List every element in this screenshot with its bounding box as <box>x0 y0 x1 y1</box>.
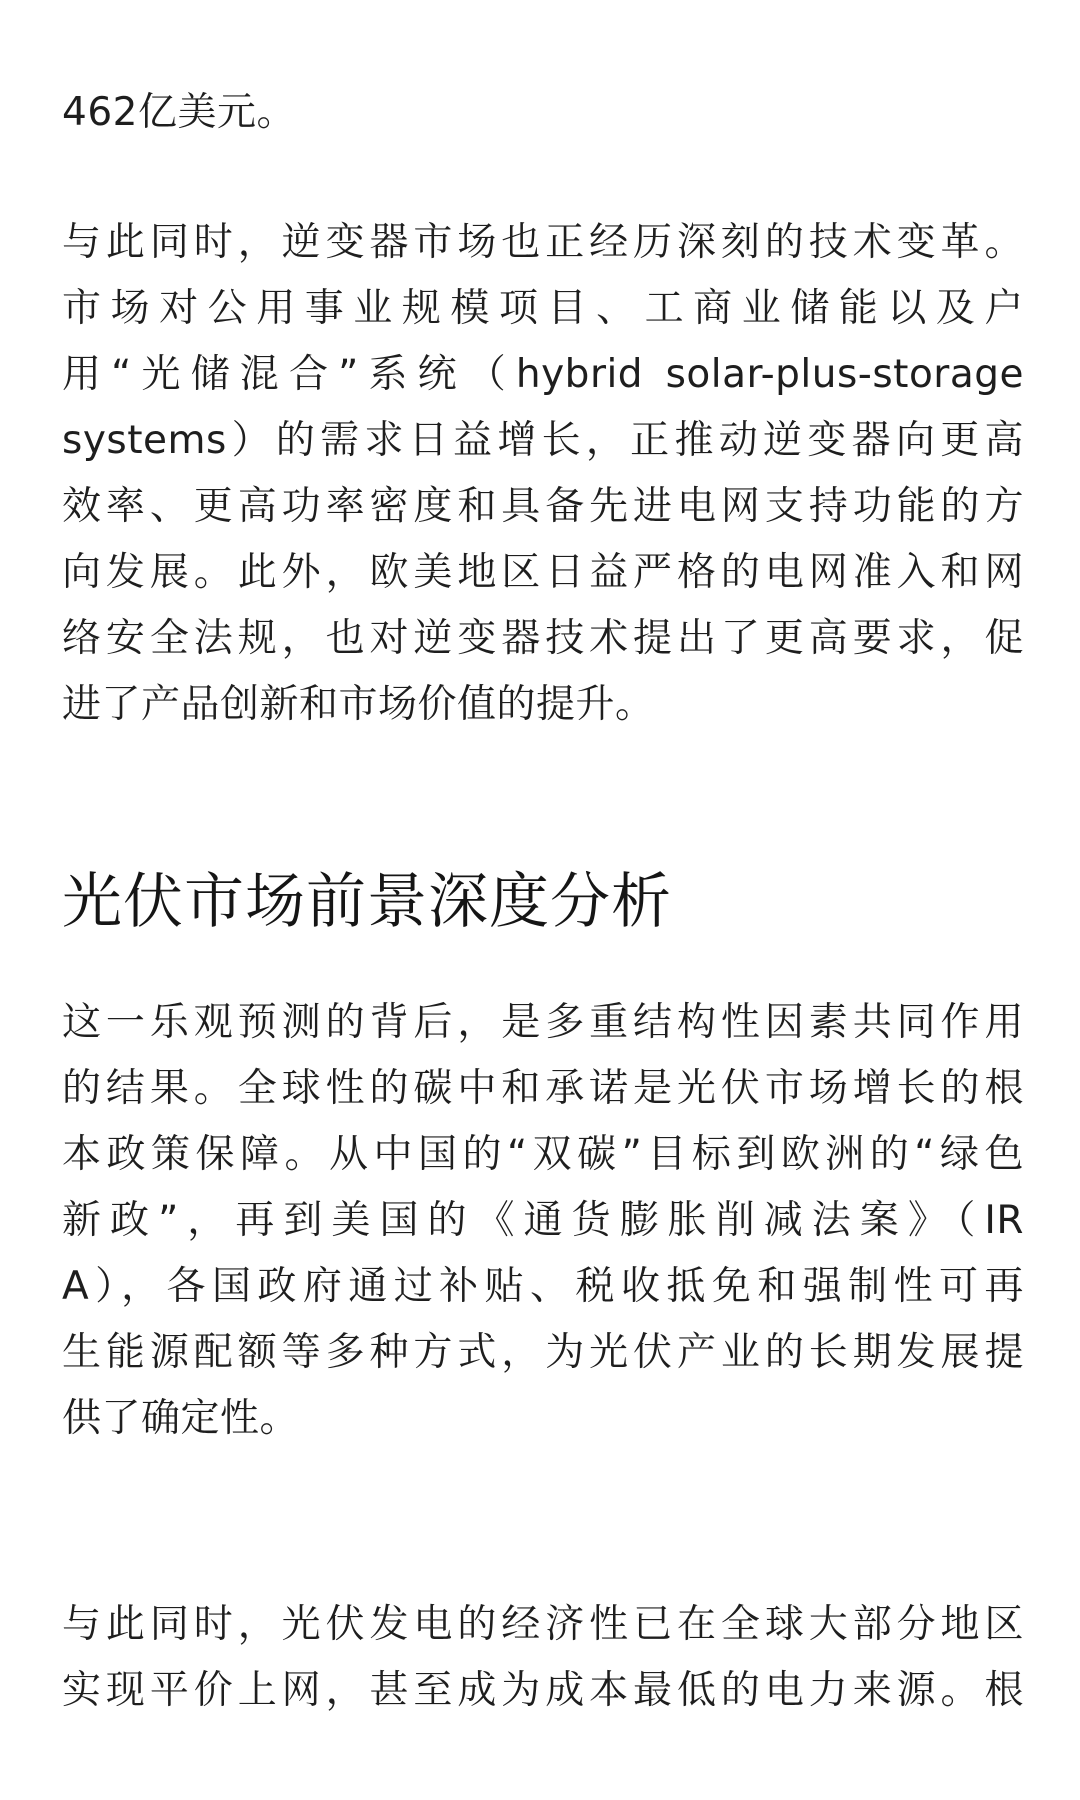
paragraph-line: systems）的需求日益增长，正推动逆变器向更高 <box>62 418 1024 463</box>
paragraph-line: 本政策保障。从中国的“双碳”目标到欧洲的“绿色 <box>62 1132 1024 1177</box>
paragraph-line: 进了产品创新和市场价值的提升。 <box>62 682 655 727</box>
paragraph-line: 实现平价上网，甚至成为成本最低的电力来源。根 <box>62 1668 1024 1713</box>
paragraph-line: 与此同时，逆变器市场也正经历深刻的技术变革。 <box>62 220 1024 265</box>
paragraph-line: 这一乐观预测的背后，是多重结构性因素共同作用 <box>62 1000 1024 1045</box>
paragraph-line: 用“光储混合”系统（hybrid solar-plus-storage <box>62 352 1024 397</box>
paragraph-line: 462亿美元。 <box>62 90 296 135</box>
paragraph-line: 效率、更高功率密度和具备先进电网支持功能的方 <box>62 484 1024 529</box>
section-heading: 光伏市场前景深度分析 <box>62 867 672 937</box>
paragraph-line: 的结果。全球性的碳中和承诺是光伏市场增长的根 <box>62 1066 1024 1111</box>
paragraph-line: A），各国政府通过补贴、税收抵免和强制性可再 <box>62 1264 1024 1309</box>
paragraph-line: 新政”，再到美国的《通货膨胀削减法案》（IR <box>62 1198 1024 1243</box>
paragraph-line: 向发展。此外，欧美地区日益严格的电网准入和网 <box>62 550 1024 595</box>
paragraph-line: 市场对公用事业规模项目、工商业储能以及户 <box>62 286 1024 331</box>
paragraph-line: 与此同时，光伏发电的经济性已在全球大部分地区 <box>62 1602 1024 1647</box>
paragraph-line: 供了确定性。 <box>62 1396 300 1441</box>
paragraph-line: 生能源配额等多种方式，为光伏产业的长期发展提 <box>62 1330 1024 1375</box>
paragraph-line: 络安全法规，也对逆变器技术提出了更高要求，促 <box>62 616 1024 661</box>
